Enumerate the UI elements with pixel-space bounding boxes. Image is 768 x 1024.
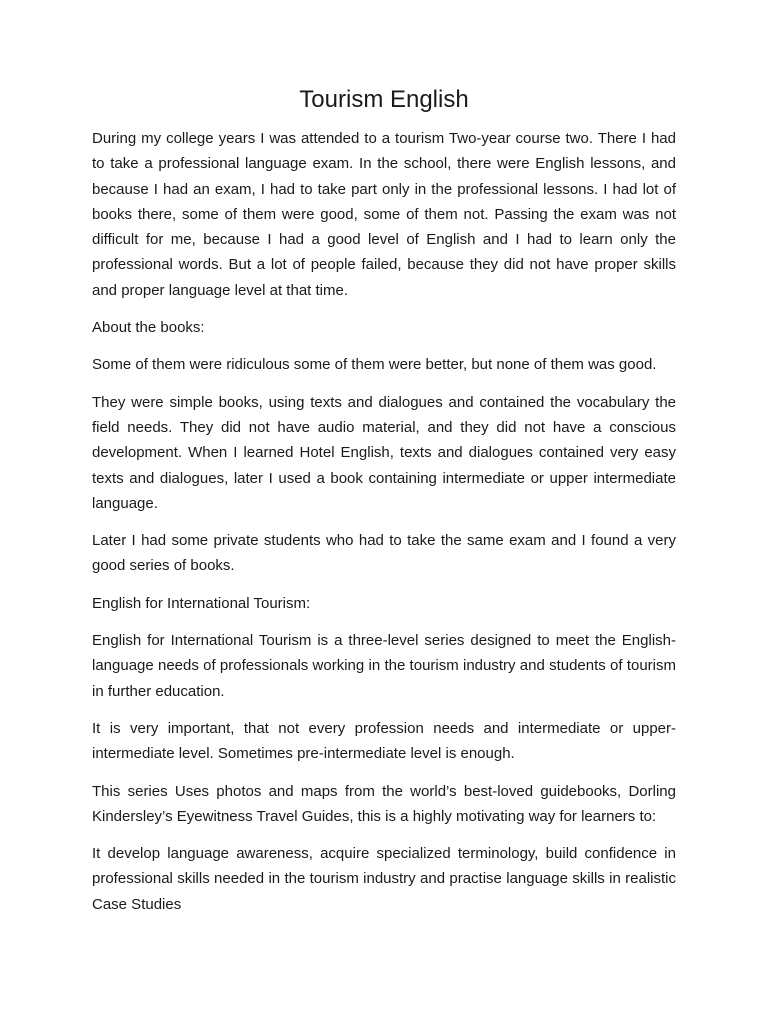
paragraph-college-years: During my college years I was attended to a tourism Two-year course two. There I had to take a professional language exam. In the school, there were English lessons, and because I had an exam, I had to take part only in the professional lessons. I had lot of books there, some of them were good, some of them not. Passing the exam was not difficult for me, because I had a good level of English and I had to learn only the professional words. But a lot of people failed, because they did not have proper skills and proper language level at that time.: [92, 130, 676, 299]
document-title: Tourism English: [299, 86, 469, 113]
paragraph-language-awareness: It develop language awareness, acquire specialized terminology, build confidence in professional skills needed in the tourism industry and practise language skills in realistic Case Studies: [92, 845, 676, 913]
document-body: [92, 84, 676, 929]
paragraph-series-description: English for International Tourism is a three-level series designed to meet the English-language needs of professionals working in the tourism industry and students of tourism in further education.: [92, 632, 676, 700]
paragraph-photos-maps: This series Uses photos and maps from the world’s best-loved guidebooks, Dorling Kindersley’s Eyewitness Travel Guides, this is a highly motivating way for learners to:: [92, 782, 676, 825]
paragraph-books-quality: Some of them were ridiculous some of them were better, but none of them was good.: [92, 356, 657, 374]
paragraph-private-students: Later I had some private students who had to take the same exam and I found a very good series of books.: [92, 532, 676, 575]
paragraph-level-importance: It is very important, that not every profession needs and intermediate or upper-intermediate level. Sometimes pre-intermediate level is enough.: [92, 719, 676, 763]
paragraph-series-heading: English for International Tourism:: [92, 594, 311, 612]
paragraph-about-books: About the books:: [92, 319, 205, 337]
paragraph-simple-books: They were simple books, using texts and dialogues and contained the vocabulary the field needs. They did not have audio material, and they did not have a conscious development. When I learned Hotel English, texts and dialogues contained very easy texts and dialogues, later I used a book containing intermediate or upper intermediate language.: [92, 393, 676, 512]
